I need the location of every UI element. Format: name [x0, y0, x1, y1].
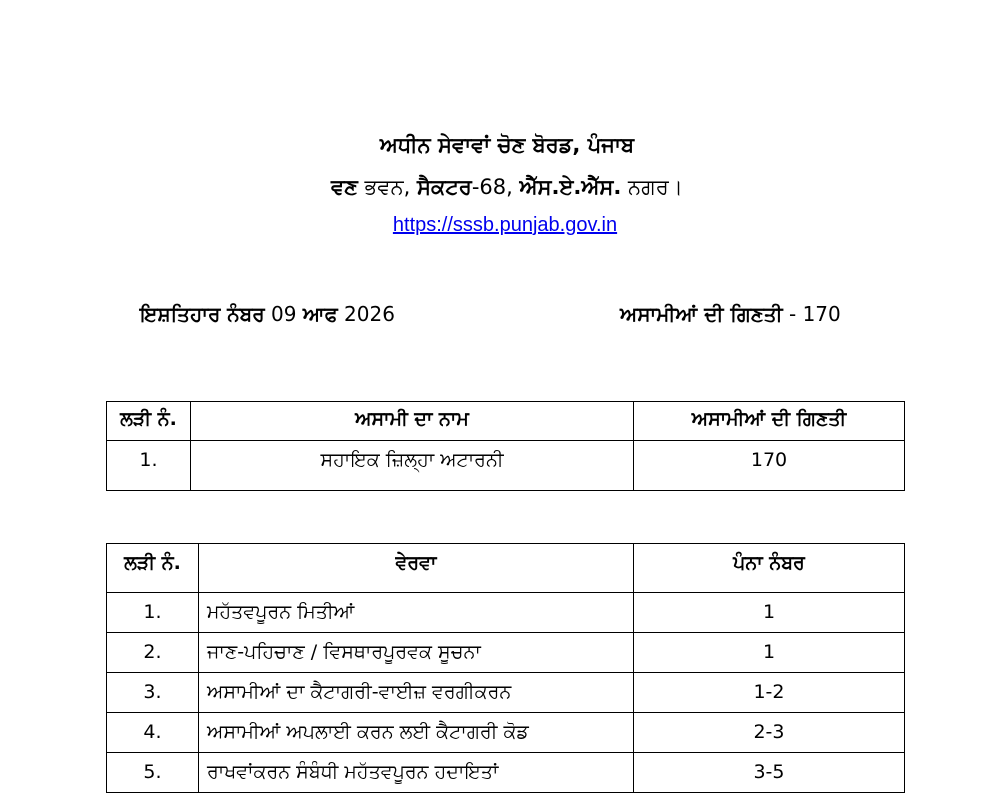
- posts-table: [106, 401, 905, 491]
- table-row: [107, 593, 905, 633]
- board-address: [6, 175, 1002, 200]
- column-header-page-number: ਪੰਨਾ ਨੰਬਰ: [634, 544, 905, 593]
- cell-page-number: 1: [634, 593, 905, 633]
- cell-sr: 4.: [107, 713, 199, 753]
- cell-sr: 1.: [107, 441, 191, 491]
- table-row: [107, 633, 905, 673]
- advertisement-year: 2026: [337, 302, 395, 326]
- address-part: ਭਵਨ,: [357, 175, 418, 199]
- vacancy-count-label: ਅਸਾਮੀਆਂ ਦੀ ਗਿਣਤੀ: [620, 302, 783, 326]
- cell-sr: 2.: [107, 633, 199, 673]
- table-row: [107, 673, 905, 713]
- address-part: ਨਗਰ।: [621, 175, 683, 199]
- advertisement-num: 09: [264, 302, 303, 326]
- cell-description: ਅਸਾਮੀਆਂ ਦਾ ਕੈਟਾਗਰੀ-ਵਾਈਜ਼ ਵਰਗੀਕਰਨ: [199, 673, 634, 713]
- advertisement-number: [140, 302, 395, 326]
- table-row: [107, 753, 905, 793]
- advertisement-label: ਇਸ਼ਤਿਹਾਰ ਨੰਬਰ: [140, 302, 265, 326]
- cell-sr: 3.: [107, 673, 199, 713]
- website-link[interactable]: https://sssb.punjab.gov.in: [392, 214, 618, 236]
- column-header-sr: ਲੜੀ ਨੰ.: [107, 402, 191, 441]
- cell-post-name: ਸਹਾਇਕ ਜ਼ਿਲ੍ਹਾ ਅਟਾਰਨੀ: [191, 441, 634, 491]
- board-name-heading: ਅਧੀਨ ਸੇਵਾਵਾਂ ਚੋਣ ਬੋਰਡ, ਪੰਜਾਬ: [379, 133, 635, 157]
- address-part: ਵਣ: [331, 175, 358, 199]
- column-header-post-name: ਅਸਾਮੀ ਦਾ ਨਾਮ: [191, 402, 634, 441]
- cell-page-number: 3-5: [634, 753, 905, 793]
- address-part: -68,: [471, 175, 520, 199]
- cell-page-number: 1-2: [634, 673, 905, 713]
- table-header-row: [107, 402, 905, 441]
- table-row: [107, 441, 905, 491]
- table-row: [107, 713, 905, 753]
- cell-description: ਮਹੱਤਵਪੂਰਨ ਮਿਤੀਆਂ: [199, 593, 634, 633]
- address-part: ਐੱਸ.ਏ.ਐੱਸ.: [519, 175, 622, 199]
- cell-description: ਜਾਣ-ਪਹਿਚਾਣ / ਵਿਸਥਾਰਪੂਰਵਕ ਸੂਚਨਾ: [199, 633, 634, 673]
- advertisement-of: ਆਫ: [302, 302, 338, 326]
- table-header-row: [107, 544, 905, 593]
- column-header-post-count: ਅਸਾਮੀਆਂ ਦੀ ਗਿਣਤੀ: [634, 402, 905, 441]
- address-part: ਸੈਕਟਰ: [417, 175, 472, 199]
- website-line: [4, 214, 1002, 237]
- cell-page-number: 2-3: [634, 713, 905, 753]
- vacancy-count-value: - 170: [782, 302, 841, 326]
- cell-sr: 1.: [107, 593, 199, 633]
- cell-post-count: 170: [634, 441, 905, 491]
- contents-table: [106, 543, 905, 793]
- vacancy-count: [620, 302, 841, 326]
- cell-description: ਰਾਖਵਾਂਕਰਨ ਸੰਬੰਧੀ ਮਹੱਤਵਪੂਰਨ ਹਦਾਇਤਾਂ: [199, 753, 634, 793]
- cell-page-number: 1: [634, 633, 905, 673]
- cell-sr: 5.: [107, 753, 199, 793]
- column-header-description: ਵੇਰਵਾ: [199, 544, 634, 593]
- cell-description: ਅਸਾਮੀਆਂ ਅਪਲਾਈ ਕਰਨ ਲਈ ਕੈਟਾਗਰੀ ਕੋਡ: [199, 713, 634, 753]
- column-header-sr: ਲੜੀ ਨੰ.: [107, 544, 199, 593]
